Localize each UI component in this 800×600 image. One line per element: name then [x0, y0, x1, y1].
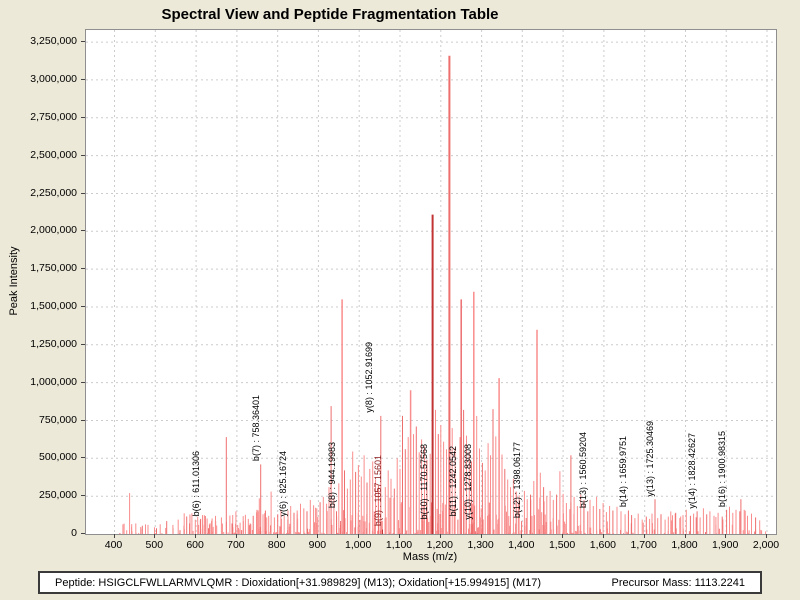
page-title: Spectral View and Peptide Fragmentation Table	[161, 6, 499, 23]
x-tick-mark	[358, 534, 359, 538]
y-axis-title: Peak Intensity	[8, 246, 20, 316]
y-tick-label: 2,750,000	[30, 110, 77, 123]
y-tick-mark	[81, 420, 85, 421]
x-tick-label: 400	[104, 539, 123, 551]
fragment-label: b(6) : 611.01306	[190, 450, 201, 516]
x-tick-label: 800	[267, 539, 286, 551]
x-tick-label: 600	[186, 539, 204, 551]
y-tick-mark	[81, 41, 85, 42]
y-tick-mark	[81, 533, 85, 534]
fragment-label: y(8) : 1052.91699	[363, 342, 374, 413]
x-tick-mark	[603, 534, 604, 538]
y-tick-label: 2,500,000	[30, 148, 77, 161]
x-tick-label: 900	[308, 539, 327, 551]
fragment-label: b(11) : 1242.0542	[447, 446, 458, 517]
y-tick-label: 250,000	[39, 489, 77, 502]
x-tick-mark	[114, 534, 115, 538]
plot-area[interactable]	[85, 29, 777, 535]
fragment-label: y(6) : 825.16724	[277, 451, 288, 517]
x-tick-label: 1,700	[630, 539, 657, 551]
x-tick-label: 1,100	[385, 539, 413, 551]
x-tick-label: 1,000	[345, 539, 372, 551]
x-tick-label: 500	[145, 539, 164, 551]
x-tick-mark	[725, 534, 726, 538]
x-tick-mark	[154, 534, 155, 538]
y-tick-mark	[81, 230, 85, 231]
x-tick-mark	[644, 534, 645, 538]
x-tick-mark	[766, 534, 767, 538]
x-tick-mark	[481, 534, 482, 538]
x-tick-label: 1,400	[508, 539, 535, 551]
y-tick-label: 1,250,000	[30, 337, 77, 350]
y-tick-mark	[81, 268, 85, 269]
y-tick-mark	[81, 155, 85, 156]
x-tick-mark	[317, 534, 318, 538]
y-tick-mark	[81, 79, 85, 80]
y-tick-mark	[81, 344, 85, 345]
y-tick-label: 0	[71, 527, 77, 539]
fragment-label: b(9) : 1057.15601	[372, 455, 383, 527]
x-tick-mark	[277, 534, 278, 538]
x-tick-label: 2,000	[752, 539, 780, 551]
x-tick-mark	[521, 534, 522, 538]
x-tick-mark	[195, 534, 196, 538]
fragment-label: b(14) : 1659.9751	[618, 436, 629, 508]
peptide-text: Peptide: HSIGCLFWLLARMVLQMR : Dioxidation[+31.989829] (M13); Oxidation[+15.994915] (M17)	[55, 576, 542, 589]
x-tick-label: 1,500	[548, 539, 576, 551]
y-tick-label: 3,250,000	[30, 35, 77, 48]
precursor-mass-text: Precursor Mass: 1113.2241	[611, 576, 745, 589]
x-tick-label: 1,300	[467, 539, 494, 551]
fragment-label: b(13) : 1560.59204	[577, 432, 588, 509]
x-tick-mark	[440, 534, 441, 538]
x-tick-mark	[236, 534, 237, 538]
peaks-canvas	[86, 30, 776, 534]
y-tick-mark	[81, 306, 85, 307]
fragment-label: b(7) : 758.36401	[250, 395, 261, 462]
x-tick-mark	[562, 534, 563, 538]
fragment-label: b(8) : 944.19983	[326, 442, 337, 509]
y-tick-label: 2,000,000	[30, 224, 77, 237]
y-tick-label: 1,500,000	[30, 300, 77, 312]
x-tick-label: 1,900	[712, 539, 739, 551]
y-tick-label: 750,000	[39, 413, 77, 426]
fragment-label: b(12) : 1398.06177	[511, 442, 522, 519]
y-tick-mark	[81, 382, 85, 383]
fragment-label: y(14) : 1828.42627	[687, 432, 698, 509]
x-tick-label: 1,800	[671, 539, 698, 551]
y-tick-mark	[81, 457, 85, 458]
x-axis-title: Mass (m/z)	[402, 551, 458, 563]
y-tick-label: 3,000,000	[30, 72, 77, 85]
x-tick-label: 1,200	[426, 539, 453, 551]
y-tick-label: 1,000,000	[30, 375, 77, 388]
y-tick-label: 500,000	[39, 451, 77, 464]
fragment-label: b(10) : 1170.57568	[418, 443, 429, 519]
y-tick-label: 2,250,000	[30, 186, 77, 199]
fragment-label: b(16) : 1900.98315	[716, 430, 727, 507]
fragment-label: y(13) : 1725.30469	[645, 420, 655, 497]
x-tick-label: 1,600	[589, 539, 617, 551]
x-tick-label: 700	[227, 539, 245, 551]
fragment-label: y(10) : 1278.83008	[462, 444, 473, 520]
y-tick-mark	[81, 193, 85, 194]
peptide-info-bar	[38, 571, 762, 594]
x-tick-mark	[685, 534, 686, 538]
x-tick-mark	[399, 534, 400, 538]
y-tick-mark	[81, 117, 85, 118]
y-tick-mark	[81, 495, 85, 496]
y-tick-label: 1,750,000	[30, 262, 77, 275]
